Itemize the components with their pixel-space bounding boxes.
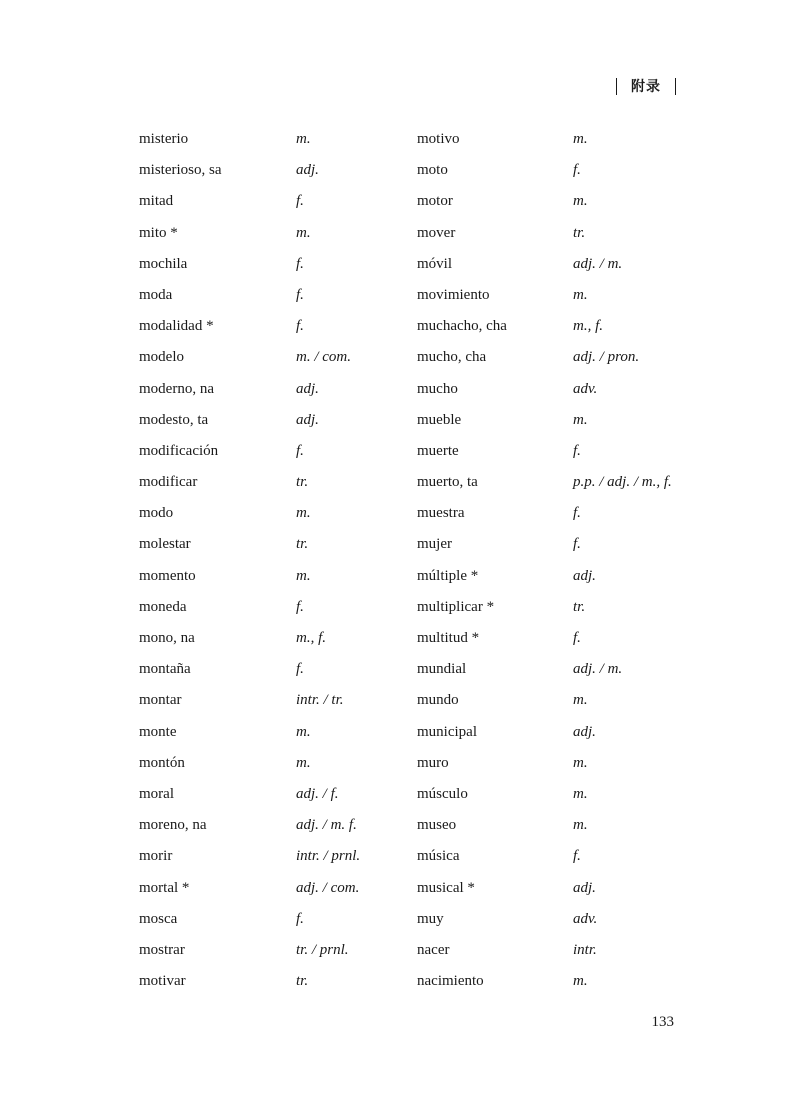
vocab-word: mundial: [417, 661, 467, 678]
part-of-speech: adj. / m.: [573, 255, 623, 272]
vocab-entry: [417, 218, 687, 249]
part-of-speech: m.: [296, 505, 311, 522]
vocab-entry: [139, 654, 389, 685]
vocab-word: moneda: [139, 598, 187, 615]
vocab-entry: [417, 873, 687, 904]
vocab-word: muestra: [417, 505, 465, 522]
vocab-entry: [417, 592, 687, 623]
vocab-word: modificar: [139, 474, 198, 491]
vocab-word: momento: [139, 567, 196, 584]
part-of-speech: f.: [573, 442, 581, 459]
part-of-speech: m.: [573, 193, 588, 210]
part-of-speech: m.: [573, 692, 588, 709]
part-of-speech: tr.: [573, 598, 586, 615]
vocab-entry: [417, 623, 687, 654]
part-of-speech: m.: [573, 785, 588, 802]
vocab-entry: [417, 904, 687, 935]
vocab-entry: [139, 966, 389, 997]
vocab-word: muro: [417, 754, 449, 771]
vocab-entry: [139, 748, 389, 779]
part-of-speech: m.: [296, 754, 311, 771]
vocab-entry: [417, 966, 687, 997]
vocab-entry: [417, 124, 687, 155]
vocab-entry: [139, 405, 389, 436]
part-of-speech: adj.: [296, 162, 319, 179]
part-of-speech: f.: [296, 255, 304, 272]
vocab-word: moto: [417, 162, 448, 179]
vocab-entry: [417, 717, 687, 748]
part-of-speech: m.: [573, 286, 588, 303]
part-of-speech: adj. / f.: [296, 785, 339, 802]
vocab-word: misterio: [139, 131, 189, 147]
vocab-entry: [417, 405, 687, 436]
vocab-entry: [417, 561, 687, 592]
part-of-speech: f.: [296, 286, 304, 303]
page-number: 133: [651, 1014, 674, 1030]
vocab-entry: [139, 935, 389, 966]
running-header: [616, 76, 676, 96]
vocab-entry: [139, 779, 389, 810]
vocab-word: muy: [417, 910, 444, 927]
part-of-speech: adv.: [573, 380, 598, 397]
vocab-word: música: [417, 848, 460, 865]
vocab-entry: [417, 748, 687, 779]
vocab-entry: [139, 810, 389, 841]
part-of-speech: tr.: [296, 536, 309, 553]
vocab-word: mucho, cha: [417, 349, 487, 366]
vocab-entry: [139, 311, 389, 342]
vocab-word: mitad: [139, 193, 174, 210]
header-right-rule: [675, 78, 676, 95]
vocab-word: moderno, na: [139, 380, 214, 397]
vocab-entry: [417, 685, 687, 716]
part-of-speech: m.: [573, 817, 588, 834]
vocab-word: mucho: [417, 380, 458, 397]
part-of-speech: f.: [573, 162, 581, 179]
vocab-entry: [417, 311, 687, 342]
vocab-word: movimiento: [417, 286, 490, 303]
vocab-word: modesto, ta: [139, 411, 209, 428]
part-of-speech: m.: [573, 411, 588, 428]
vocab-word: moral: [139, 785, 174, 802]
part-of-speech: intr. / prnl.: [296, 848, 361, 865]
part-of-speech: adj. / pron.: [573, 349, 640, 366]
part-of-speech: m.: [296, 224, 311, 241]
vocab-entry: [139, 623, 389, 654]
vocab-word: mosca: [139, 910, 178, 927]
part-of-speech: f.: [573, 505, 581, 522]
vocab-word: motor: [417, 193, 453, 210]
vocab-entry: [139, 841, 389, 872]
part-of-speech: adj.: [573, 567, 596, 584]
vocab-word: musical *: [417, 879, 475, 896]
vocab-entry: [139, 498, 389, 529]
part-of-speech: adj.: [296, 380, 319, 397]
vocab-word: mover: [417, 224, 456, 241]
vocab-word: mueble: [417, 411, 462, 428]
vocab-word: multiplicar *: [417, 598, 495, 615]
part-of-speech: adj.: [573, 879, 596, 896]
vocab-word: motivo: [417, 131, 460, 147]
part-of-speech: f.: [296, 661, 304, 678]
vocab-entry: [417, 249, 687, 280]
vocab-word: mochila: [139, 255, 188, 272]
vocab-entry: [417, 779, 687, 810]
part-of-speech: f.: [296, 318, 304, 335]
vocab-word: móvil: [417, 255, 453, 272]
vocab-word: mujer: [417, 536, 452, 553]
vocab-entry: [417, 935, 687, 966]
part-of-speech: adj.: [296, 411, 319, 428]
vocab-word: muchacho, cha: [417, 318, 507, 335]
part-of-speech: adj.: [573, 723, 596, 740]
vocab-entry: [139, 186, 389, 217]
part-of-speech: adv.: [573, 910, 598, 927]
vocab-word: modelo: [139, 349, 184, 366]
vocab-word: monte: [139, 723, 177, 740]
vocab-entry: [417, 436, 687, 467]
header-title: 附录: [631, 79, 661, 95]
vocab-entry: [139, 249, 389, 280]
vocab-word: multitud *: [417, 630, 480, 646]
part-of-speech: intr.: [573, 941, 597, 958]
vocab-entry: [139, 873, 389, 904]
vocab-word: modo: [139, 505, 174, 522]
part-of-speech: m.: [573, 131, 588, 147]
vocab-word: muerto, ta: [417, 474, 478, 491]
vocab-entry: [417, 374, 687, 405]
vocab-entry: [417, 810, 687, 841]
part-of-speech: m.: [573, 973, 588, 990]
part-of-speech: f.: [573, 630, 581, 646]
vocab-word: músculo: [417, 785, 468, 802]
vocab-entry: [417, 155, 687, 186]
vocab-entry: [139, 124, 389, 155]
part-of-speech: f.: [573, 848, 581, 865]
vocab-word: mostrar: [139, 941, 185, 958]
part-of-speech: tr.: [296, 474, 309, 491]
vocab-word: motivar: [139, 973, 186, 990]
vocab-word: modificación: [139, 442, 219, 459]
part-of-speech: m., f.: [296, 630, 326, 646]
left-column: [139, 124, 389, 997]
part-of-speech: adj. / com.: [296, 879, 360, 896]
vocab-word: mito *: [139, 224, 178, 241]
vocab-entry: [139, 218, 389, 249]
part-of-speech: m.: [296, 131, 311, 147]
part-of-speech: f.: [296, 598, 304, 615]
vocab-entry: [417, 529, 687, 560]
part-of-speech: intr. / tr.: [296, 692, 344, 709]
part-of-speech: f.: [296, 442, 304, 459]
vocab-entry: [139, 685, 389, 716]
vocab-word: molestar: [139, 536, 191, 553]
part-of-speech: m., f.: [573, 318, 603, 335]
part-of-speech: f.: [296, 193, 304, 210]
vocab-word: montón: [139, 754, 185, 771]
vocab-word: mundo: [417, 692, 459, 709]
vocab-entry: [139, 529, 389, 560]
vocab-entry: [139, 436, 389, 467]
vocab-word: montaña: [139, 661, 191, 678]
vocab-word: muerte: [417, 442, 459, 459]
vocab-entry: [139, 467, 389, 498]
vocab-entry: [417, 841, 687, 872]
part-of-speech: p.p. / adj. / m., f.: [573, 474, 672, 491]
vocab-entry: [139, 374, 389, 405]
vocab-entry: [139, 155, 389, 186]
part-of-speech: tr.: [296, 973, 309, 990]
vocab-entry: [417, 498, 687, 529]
vocab-entry: [139, 904, 389, 935]
vocab-entry: [139, 342, 389, 373]
vocab-word: municipal: [417, 723, 477, 740]
part-of-speech: adj. / m. f.: [296, 817, 357, 834]
part-of-speech: m. / com.: [296, 349, 351, 366]
vocab-entry: [417, 654, 687, 685]
part-of-speech: adj. / m.: [573, 661, 623, 678]
vocab-word: museo: [417, 817, 457, 834]
part-of-speech: m.: [296, 567, 311, 584]
vocab-entry: [417, 280, 687, 311]
vocab-word: misterioso, sa: [139, 162, 222, 179]
vocab-word: nacer: [417, 941, 450, 958]
vocab-entry: [139, 280, 389, 311]
vocab-word: montar: [139, 692, 182, 709]
vocab-entry: [139, 561, 389, 592]
vocab-entry: [417, 467, 687, 498]
vocab-word: morir: [139, 848, 173, 865]
vocab-word: mono, na: [139, 630, 195, 646]
vocab-entry: [139, 592, 389, 623]
vocab-word: mortal *: [139, 879, 190, 896]
part-of-speech: tr.: [573, 224, 586, 241]
part-of-speech: f.: [296, 910, 304, 927]
vocab-word: nacimiento: [417, 973, 484, 990]
part-of-speech: m.: [573, 754, 588, 771]
right-column: [417, 124, 687, 997]
part-of-speech: tr. / prnl.: [296, 941, 349, 958]
vocab-entry: [139, 717, 389, 748]
vocab-entry: [417, 186, 687, 217]
vocab-word: modalidad *: [139, 318, 214, 335]
vocab-entry: [417, 342, 687, 373]
vocab-word: moreno, na: [139, 817, 207, 834]
vocab-word: múltiple *: [417, 567, 479, 584]
vocab-word: moda: [139, 286, 173, 303]
part-of-speech: f.: [573, 536, 581, 553]
part-of-speech: m.: [296, 723, 311, 740]
